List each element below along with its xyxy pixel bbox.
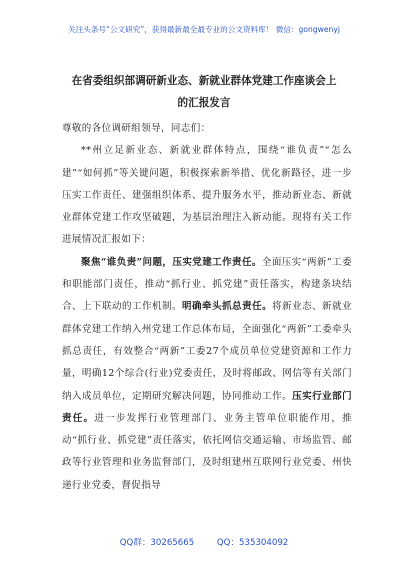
footer-qq-group: QQ群：30265665 <box>119 538 195 548</box>
subheading-industry: 压实行业部门责任。 <box>62 390 352 424</box>
subheading-lead-text: 将新业态、新就业群体党建工作纳入州党建工作总体布局，全面强化“两新”工委牵头抓总责任，有效整合“两新”工委27个成员单位党建资源和工作力量，明确12个综合(行业)党委责任，及时将邮政、网信等有关部门纳入成员单位，定期研究解决问题，协同推动工作。 <box>62 301 352 402</box>
salutation: 尊敬的各位调研组领导，同志们： <box>62 123 211 134</box>
subheading-industry-text: 进一步发挥行业管理部门、业务主管单位职能作用，推动“抓行业、抓党建”责任落实，依托网信交通运输、市场监管、邮政等行业管理和业务监督部门，及时组建州互联网行业党委、州快递行业党委，督促指导 <box>62 412 352 491</box>
footer-qq: QQ：535304092 <box>216 538 289 548</box>
intro-paragraph: **州立足新业态、新就业群体特点，围绕“谁负责”“怎么建”“如何抓”等关键问题，积极探索新举措、优化新路径，进一步压实工作责任、建强组织体系、提升服务水平，推动新业态、新就业群体党建工作攻坚破题，为基层治理注入新动能。现将有关工作进展情况汇报如下： <box>62 145 352 246</box>
section-heading: 聚焦“谁负责”问题，压实党建工作责任。 <box>81 256 262 268</box>
document-title <box>40 70 368 114</box>
subheading-lead: 明确牵头抓总责任。 <box>182 301 273 313</box>
section-text: 全面压实“两新”工委和职能部门责任，推动“抓行业、抓党建”责任落实，构建条块结合、上下联动的工作机制。 <box>62 256 353 313</box>
document-body <box>62 118 352 497</box>
section-paragraph <box>62 252 352 497</box>
title-line-2: 的汇报发言 <box>177 97 231 109</box>
header-notice: 关注头条号“公文研究”，获得最新最全最专业的公文资料库！ 微信：gongwenyj <box>68 25 340 34</box>
footer-contact <box>0 536 408 548</box>
title-line-1: 在省委组织部调研新业态、新就业群体党建工作座谈会上 <box>71 75 337 87</box>
